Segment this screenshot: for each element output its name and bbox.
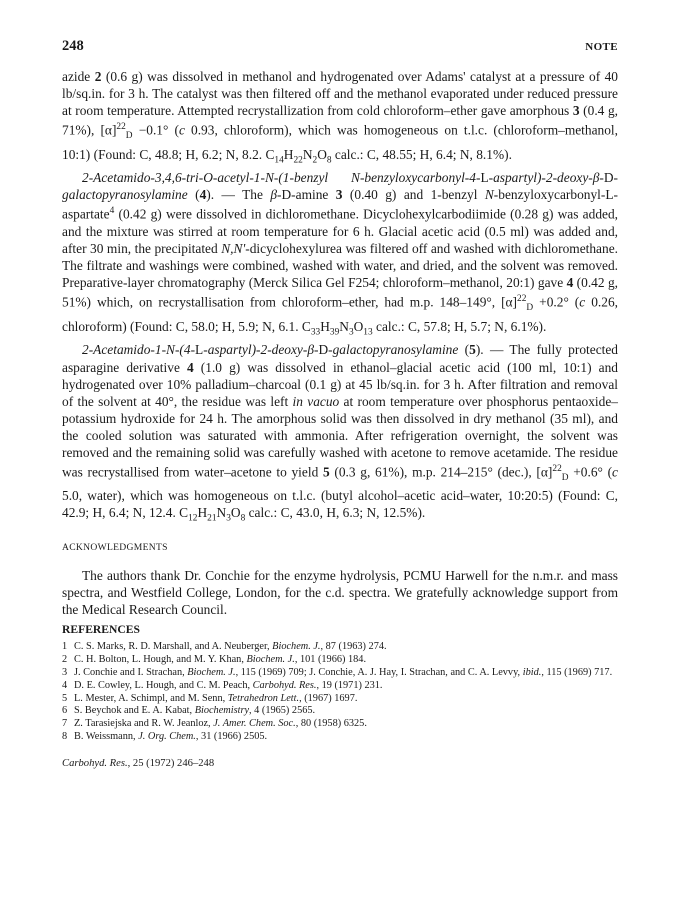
reference-text [74, 641, 618, 654]
text-run: 22 [116, 122, 126, 133]
reference-text [74, 731, 618, 744]
text-run: ibid. [522, 667, 542, 679]
reference-number: 2 [62, 654, 68, 666]
text-run: , (1967) 1697. [299, 692, 358, 704]
text-run: Biochemistry [194, 705, 250, 717]
text-run: 4 [199, 187, 207, 203]
text-run: C. S. Marks, R. D. Marshall, and A. Neuberger, [74, 641, 273, 653]
text-run: Biochem. J. [272, 641, 321, 653]
page-header [62, 38, 618, 60]
paragraph-compound-5 [62, 341, 618, 528]
text-run: , 115 (1969) 717. [541, 667, 613, 679]
text-run: B. Weissmann, [74, 731, 139, 743]
acknowledgments-heading: ACKNOWLEDGMENTS [62, 542, 168, 554]
text-run: , 101 (1966) 184. [294, 654, 367, 666]
text-run: 2-Acetamido-1-N-(4- [82, 342, 196, 358]
text-run: , 31 (1966) 2505. [195, 731, 268, 743]
reference-text [74, 718, 618, 731]
text-run: N [484, 187, 494, 203]
text-run: N,N' [221, 241, 246, 257]
reference-text [74, 654, 618, 667]
text-run: (0.6 g) was dissolved in methanol and hydrogenated over Adams' catalyst at a pressure of 40 lb/sq.in. for 3 h. The catalyst was then filtered off and the methanol evaporated under reduced pressure at room temperature. Attempted recrystallization from cold chloroform–ether gave amorphous [62, 69, 618, 119]
text-run: , 80 (1958) 6325. [295, 718, 367, 730]
reference-number: 8 [62, 731, 68, 743]
text-run: 3 [335, 187, 343, 203]
text-run: calc.: C, 48.55; H, 6.4; N, 8.1%). [331, 146, 512, 162]
text-run: -aspartate [62, 187, 618, 222]
text-run: D [125, 131, 133, 142]
acknowledgments-text: The authors thank Dr. Conchie for the enzyme hydrolysis, PCMU Harwell for the n.m.r. and mass spectra, and Westfield College, London, for the c.d. spectra. We gratefully acknowledge support from the Medical Research Council. [62, 568, 618, 618]
text-run: J. Amer. Chem. Soc. [213, 718, 296, 730]
reference-item [62, 693, 618, 706]
reference-item [62, 705, 618, 718]
text-run: H [197, 505, 208, 521]
text-run: L [195, 342, 204, 358]
reference-item [62, 641, 618, 654]
text-run: calc.: C, 43.0, H, 6.3; N, 12.5%). [245, 505, 426, 521]
text-run: 8 [240, 514, 246, 525]
text-run: 13 [363, 327, 373, 338]
text-run: 14 [274, 155, 284, 166]
text-run: Biochem. J. [246, 654, 295, 666]
text-run: O [317, 146, 327, 162]
text-run: Biochem. J. [187, 667, 236, 679]
text-run: +0.2° ( [533, 294, 580, 310]
text-run: β [270, 187, 278, 203]
text-run: 0.26, chloroform) (Found: C, 58.0; H, 5.9; N, 6.1. C [62, 294, 618, 334]
text-run: ). — The fully protected asparagine derivative [62, 342, 618, 375]
text-run: (0.40 g) and 1-benzyl [342, 187, 485, 203]
text-run: O [353, 318, 364, 334]
text-run: 22 [517, 294, 527, 305]
text-run: (0.4 g, 71%), [α] [62, 103, 619, 138]
text-run: c [579, 294, 586, 310]
reference-item [62, 718, 618, 731]
reference-number: 3 [62, 667, 68, 679]
text-run: ( [458, 342, 470, 358]
text-run: 3 [348, 327, 354, 338]
text-run: N [216, 505, 227, 521]
text-run: 39 [329, 327, 340, 338]
running-head: NOTE [585, 41, 618, 53]
reference-text [74, 693, 618, 706]
text-run: calc.: C, 57.8; H, 5.7; N, 6.1%). [372, 318, 547, 334]
page-number: 248 [62, 38, 84, 54]
text-run: -amine [291, 187, 336, 203]
text-run: -aspartyl)-2-deoxy-β- [488, 170, 604, 186]
text-run: (0.3 g, 61%), m.p. 214–215° (dec.), [α] [329, 464, 553, 480]
journal-citation-footer [62, 758, 618, 769]
text-run: N [339, 318, 349, 334]
text-run: , 4 (1965) 2565. [249, 705, 316, 717]
text-run: D. E. Cowley, L. Hough, and C. M. Peach, [74, 679, 253, 691]
text-run: c [178, 122, 185, 138]
text-run: , 25 (1972) 246–248 [127, 757, 215, 769]
text-run: D [281, 187, 292, 203]
text-run: D [526, 303, 534, 314]
text-run: 2 [312, 155, 318, 166]
text-run: , 115 (1969) 709; J. Conchie, A. J. Hay, I. Strachan, and C. A. Levvy, [235, 667, 523, 679]
paragraph-compound-4 [62, 169, 618, 341]
document-page [62, 38, 618, 769]
text-run: H [320, 318, 330, 334]
text-run: S. Beychok and E. A. Kabat, [74, 705, 195, 717]
reference-text [74, 667, 618, 680]
experimental-text [62, 68, 618, 528]
text-run: 5 [469, 342, 476, 358]
text-run: 5.0, water), which was homogeneous on t.l.c. (butyl alcohol–acetic acid–water, 10:20:5) (Found: C, 42.9; H, 6.4; N, 12.4. C [62, 488, 618, 521]
text-run: ). — The [206, 187, 271, 203]
text-run: at room temperature over phosphorus pentaoxide–potassium hydroxide for 24 h. The amorphous solid was then dissolved in dry methanol (35 ml), and the cooled solution was saturated with ammonia. After refrigeration overnight, the solvent was removed and the remaining solid was carefully washed with acetone to remove acetamide. The residue was recrystallised from water–acetone to yield [62, 393, 618, 480]
text-run: H [283, 146, 294, 162]
text-run: - [277, 187, 282, 203]
text-run: -benzyloxycarbonyl- [493, 187, 606, 203]
text-run: 2-Acetamido-3,4,6-tri-O-acetyl-1-N-(1-benzyl N-benzyloxycarbonyl-4- [82, 170, 481, 186]
text-run: -dicyclohexylurea was filtered off and washed with dichloromethane. The filtrate and washings were combined, washed with water, and dried, and the solvent was removed. Preparative-layer chromatography (Merck Silica Gel F254; chloroform–methanol, 20:1) gave [62, 241, 618, 291]
text-run: D [561, 473, 569, 484]
text-run: (1.0 g) was dissolved in ethanol–glacial acetic acid (100 ml, 10:1) and hydrogenated over 10% palladium–charcoal (0.1 g) at 45 lb/sq.in. for 3 h. After filtration and removal of the solvent at 40°, the residue was left [62, 359, 618, 409]
text-run: 21 [207, 514, 217, 525]
reference-number: 7 [62, 718, 68, 730]
reference-item [62, 680, 618, 693]
reference-number: 1 [62, 641, 68, 653]
reference-number: 5 [62, 692, 68, 704]
text-run: 8 [326, 155, 332, 166]
text-run: (0.42 g) were dissolved in dichloromethane. Dicyclohexylcarbodiimide (0.28 g) was added, and the mixture was stirred at room temperature for 6 h. Glacial acetic acid (0.5 ml) was added and, after 30 min, the precipitated [62, 206, 618, 257]
text-run: 22 [293, 155, 303, 166]
text-run: J. Conchie and I. Strachan, [74, 667, 188, 679]
text-run: , 19 (1971) 231. [316, 679, 383, 691]
text-run: D [318, 342, 329, 358]
text-run: Carbohyd. Res. [252, 679, 317, 691]
text-run: 33 [310, 327, 321, 338]
text-run: Tetrahedron Lett. [227, 692, 300, 704]
text-run: 3 [572, 103, 580, 119]
paragraph-azide-hydrogenation [62, 68, 618, 169]
text-run: -aspartyl)-2-deoxy-β- [203, 342, 319, 358]
text-run: 4 [566, 275, 574, 291]
text-run: O [230, 505, 241, 521]
text-run: 12 [188, 514, 198, 525]
text-run: +0.6° ( [568, 464, 613, 480]
text-run: L [480, 170, 489, 186]
reference-number: 6 [62, 705, 68, 717]
text-run: L [605, 187, 614, 203]
text-run: N [302, 146, 313, 162]
text-run: J. Org. Chem. [138, 731, 196, 743]
text-run: C. H. Bolton, L. Hough, and M. Y. Khan, [74, 654, 247, 666]
text-run: 4 [186, 359, 194, 375]
references-heading: REFERENCES [62, 623, 140, 637]
text-run: −0.1° ( [132, 122, 179, 138]
reference-item [62, 654, 618, 667]
text-run: D [603, 170, 614, 186]
text-run: 5 [322, 464, 330, 480]
reference-text [74, 680, 618, 693]
reference-text [74, 705, 618, 718]
text-run: azide [62, 69, 95, 84]
text-run: Z. Tarasiejska and R. W. Jeanloz, [74, 718, 214, 730]
text-run: Carbohyd. Res. [62, 757, 128, 769]
text-run: ( [187, 187, 200, 203]
text-run: 2 [94, 69, 102, 84]
text-run: , 87 (1963) 274. [320, 641, 387, 653]
text-run: 22 [552, 464, 562, 475]
text-run: in vacuo [292, 393, 340, 409]
text-run: -galactopyranosylamine [62, 170, 618, 203]
text-run: L. Mester, A. Schimpl, and M. Senn, [74, 692, 228, 704]
text-run: 0.93, chloroform), which was homogeneous on t.l.c. (chloroform–methanol, 10:1) (Found: C, 48.8; H, 6.2; N, 8.2. C [62, 122, 618, 162]
text-run: (0.42 g, 51%) which, on recrystallisation from chloroform–ether, had m.p. 148–149°, [α] [62, 275, 618, 310]
reference-item [62, 731, 618, 744]
reference-list [62, 641, 618, 743]
text-run: c [612, 464, 618, 480]
reference-item [62, 667, 618, 680]
text-run: -galactopyranosylamine [328, 342, 459, 358]
text-run: 4 [109, 206, 115, 217]
reference-number: 4 [62, 679, 68, 691]
text-run: 3 [226, 514, 231, 525]
